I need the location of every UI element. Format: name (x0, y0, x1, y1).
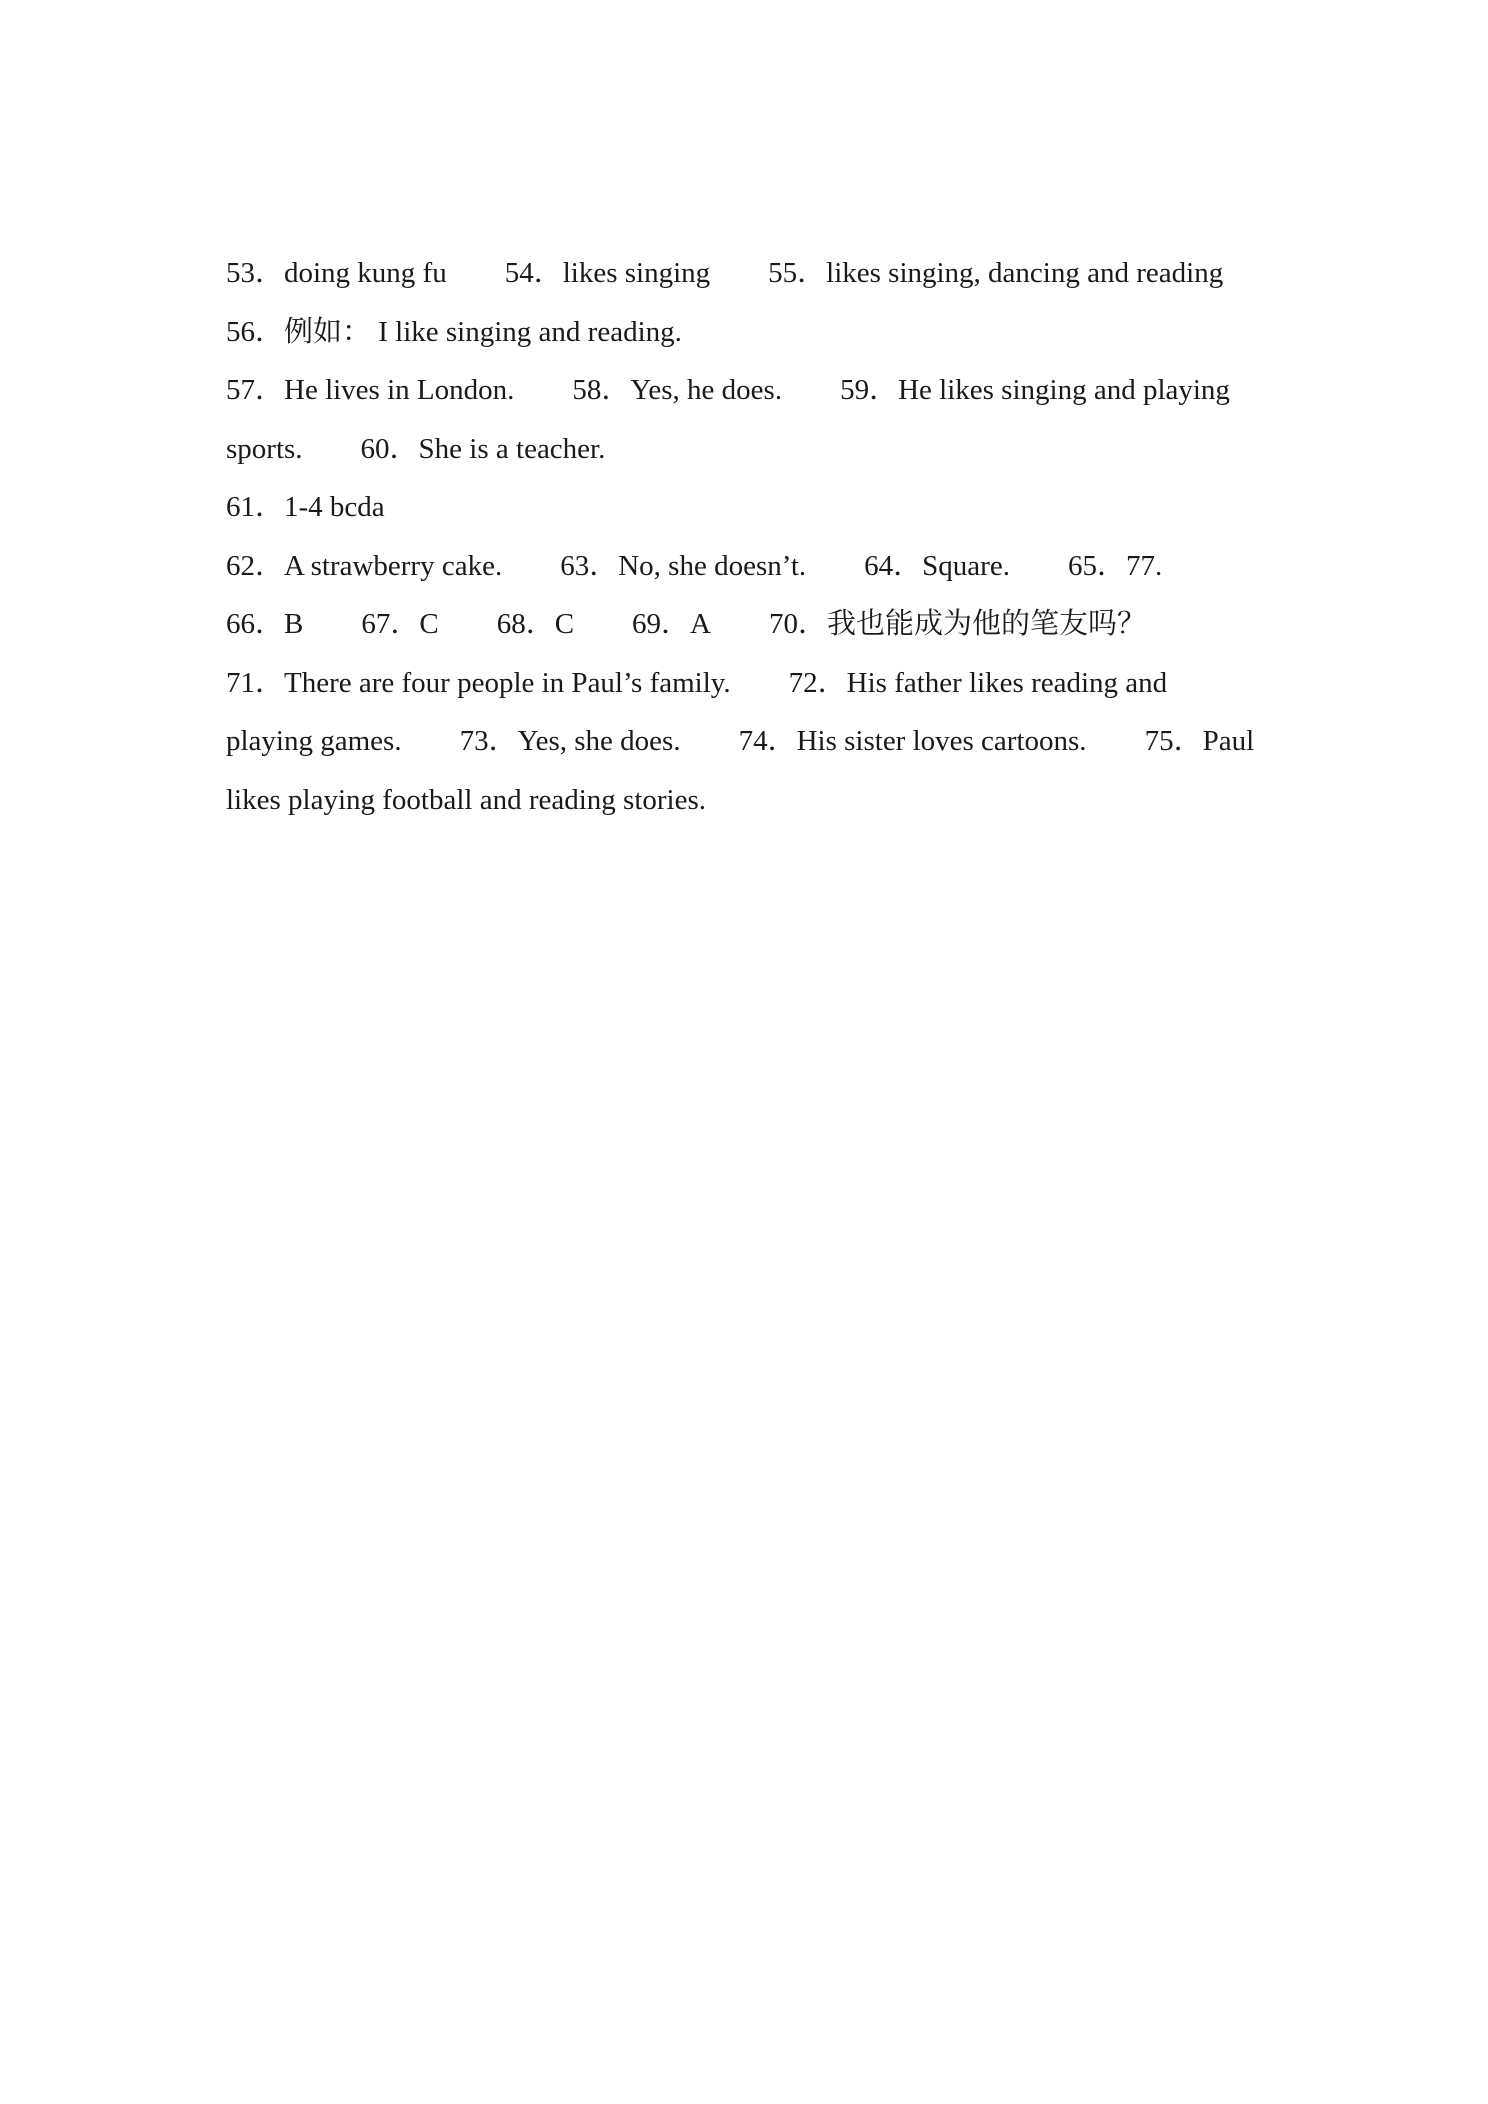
answer-68: 68．C (496, 608, 575, 640)
answer-61: 61．1-4 bcda (226, 491, 385, 523)
answer-70: 70．我也能成为他的笔友吗？ (768, 608, 1146, 640)
answer-69: 69．A (632, 608, 711, 640)
answer-53: 53．doing kung fu (226, 257, 447, 289)
answer-line-7 (226, 595, 1266, 654)
answer-74: 74．His sister loves cartoons. (738, 725, 1087, 757)
answer-line-1 (226, 244, 1266, 303)
answer-75-end: likes playing football and reading stories. (226, 783, 707, 816)
answer-59-start: 59．He likes singing and playing (840, 374, 1230, 406)
answer-key (226, 244, 1266, 829)
answer-73: 73．Yes, she does. (459, 725, 681, 757)
answer-66: 66．B (226, 608, 304, 640)
answer-59-end: sports. (226, 432, 303, 465)
answer-71: 71．There are four people in Paul’s family. (226, 666, 731, 699)
answer-line-9 (226, 712, 1266, 771)
answer-line-4 (226, 420, 1266, 479)
answer-62: 62．A strawberry cake. (226, 549, 503, 582)
answer-60: 60．She is a teacher. (360, 432, 606, 465)
answer-56: 56．例如： I like singing and reading. (226, 315, 682, 348)
answer-line-2 (226, 303, 1266, 362)
answer-64: 64．Square. (864, 549, 1010, 582)
answer-58: 58．Yes, he does. (572, 374, 783, 406)
answer-67: 67．C (361, 608, 439, 640)
answer-55: 55．likes singing, dancing and reading (768, 257, 1224, 289)
answer-line-10 (226, 771, 1266, 830)
answer-65: 65．77. (1067, 549, 1163, 582)
answer-line-8 (226, 654, 1266, 713)
answer-line-3 (226, 361, 1266, 420)
answer-72-end: playing games. (226, 725, 402, 757)
answer-72-start: 72．His father likes reading and (788, 666, 1168, 699)
answer-57: 57．He lives in London. (226, 374, 515, 406)
answer-line-5 (226, 478, 1266, 537)
answer-75-start: 75．Paul (1144, 725, 1255, 757)
answer-line-6 (226, 537, 1266, 596)
answer-63: 63．No, she doesn’t. (560, 549, 807, 582)
answer-54: 54．likes singing (504, 257, 711, 289)
